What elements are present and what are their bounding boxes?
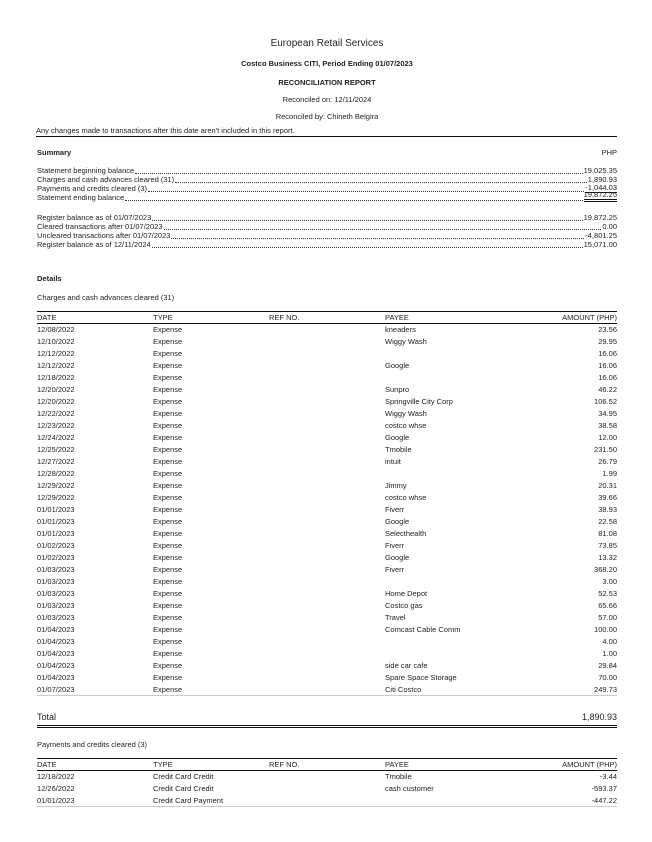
- cell-ref-no: [269, 588, 385, 600]
- cell-payee: [385, 795, 525, 807]
- cell-amount: 13.32: [598, 553, 617, 562]
- cell-date: 12/18/2022: [37, 373, 75, 382]
- cell-ref-no: [269, 564, 385, 576]
- cell-ref-no: [269, 408, 385, 420]
- cell-type: Expense: [153, 684, 269, 696]
- cell-payee: Spare Space Storage: [385, 673, 457, 682]
- reconciled-on: Reconciled on: 12/11/2024: [282, 95, 372, 104]
- cell-payee: cash customer: [385, 784, 434, 793]
- col-header-ref: REF NO.: [269, 312, 385, 324]
- cell-amount: 16.06: [598, 361, 617, 370]
- cell-amount: 39.66: [598, 493, 617, 502]
- cell-ref-no: [269, 684, 385, 696]
- summary-row: [37, 231, 617, 240]
- cell-ref-no: [269, 600, 385, 612]
- cell-type: Expense: [153, 505, 183, 514]
- charges-table: [37, 311, 617, 696]
- cell-date: 12/18/2022: [37, 772, 75, 782]
- cell-type: Expense: [153, 661, 183, 670]
- table-row: [37, 564, 617, 576]
- cell-type: Expense: [153, 637, 183, 646]
- cell-ref-no: [269, 783, 385, 795]
- cell-amount: 1.99: [602, 469, 617, 478]
- cell-ref-no: [269, 432, 385, 444]
- total-label: Total: [37, 711, 57, 722]
- cell-amount: 26.79: [598, 457, 617, 466]
- col-header-date: DATE: [37, 312, 153, 324]
- col-header-amount: AMOUNT (PHP): [525, 759, 617, 771]
- cell-payee: Fiverr: [385, 565, 405, 574]
- cell-ref-no: [269, 480, 385, 492]
- cell-payee: Jimmy: [385, 481, 407, 490]
- cell-type: Expense: [153, 517, 183, 526]
- table-row: [37, 492, 617, 504]
- cell-payee: [385, 372, 525, 384]
- cell-amount: 70.00: [598, 673, 617, 682]
- cell-type: Expense: [153, 325, 183, 335]
- cell-amount: 100.00: [594, 625, 617, 634]
- cell-type: Expense: [153, 553, 183, 562]
- cell-type: Expense: [153, 421, 183, 430]
- cell-date: 12/25/2022: [37, 445, 75, 454]
- table-row: [37, 636, 617, 648]
- cell-date: 01/04/2023: [37, 637, 75, 646]
- cell-amount: 22.58: [598, 517, 617, 526]
- cell-ref-no: [269, 516, 385, 528]
- cell-amount: 34.95: [598, 409, 617, 418]
- cell-type: Expense: [153, 565, 183, 574]
- summary-row: [37, 184, 617, 193]
- payments-table: [37, 758, 617, 807]
- table-row: [37, 624, 617, 636]
- table-row: [37, 504, 617, 516]
- summary-register-group: [37, 213, 617, 249]
- cell-payee: side car cafe: [385, 661, 428, 670]
- table-row: [37, 771, 617, 783]
- leader-dots: [148, 191, 584, 192]
- cell-payee: Wiggy Wash: [385, 409, 427, 418]
- cell-payee: Tmobile: [385, 772, 412, 782]
- table-row: [37, 360, 617, 372]
- charges-section-label: Charges and cash advances cleared (31): [37, 293, 175, 302]
- cell-payee: Selecthealth: [385, 529, 427, 538]
- summary-value: 1,890.93: [587, 175, 617, 184]
- cell-ref-no: [269, 528, 385, 540]
- cell-ref-no: [269, 612, 385, 624]
- cell-payee: [385, 576, 525, 588]
- total-value: 1,890.93: [581, 711, 617, 722]
- col-header-type: TYPE: [153, 312, 269, 324]
- summary-label: Uncleared transactions after 01/07/2023: [37, 231, 171, 240]
- cell-ref-no: [269, 576, 385, 588]
- cell-type: Expense: [153, 445, 183, 454]
- cell-date: 01/03/2023: [37, 613, 75, 622]
- cell-payee: kneaders: [385, 325, 416, 335]
- cell-payee: Travel: [385, 613, 406, 622]
- table-row: [37, 600, 617, 612]
- cell-date: 12/29/2022: [37, 481, 75, 490]
- cell-amount: 38.58: [598, 421, 617, 430]
- table-row: [37, 372, 617, 384]
- cell-ref-no: [269, 636, 385, 648]
- cell-type: Expense: [153, 385, 183, 394]
- table-row: [37, 408, 617, 420]
- col-header-ref: REF NO.: [269, 759, 385, 771]
- cell-type: Expense: [153, 409, 183, 418]
- summary-row: [37, 175, 617, 184]
- cell-date: 01/03/2023: [37, 589, 75, 598]
- summary-row: [37, 166, 617, 175]
- cell-amount: 106.52: [594, 397, 617, 406]
- table-row: [37, 348, 617, 360]
- cell-amount: 73.85: [598, 541, 617, 550]
- cell-date: 01/04/2023: [37, 673, 75, 682]
- cell-date: 12/26/2022: [37, 784, 75, 793]
- cell-type: Expense: [153, 457, 183, 466]
- cell-ref-no: [269, 672, 385, 684]
- report-title: RECONCILIATION REPORT: [278, 78, 376, 87]
- cell-amount: 20.31: [598, 481, 617, 490]
- table-row: [37, 516, 617, 528]
- summary-label: Statement ending balance: [37, 193, 125, 202]
- table-row: [37, 783, 617, 795]
- summary-label: Register balance as of 12/11/2024: [37, 240, 151, 249]
- table-row: [37, 336, 617, 348]
- cell-amount: 16.06: [598, 373, 617, 382]
- table-row: [37, 576, 617, 588]
- cell-ref-no: [269, 504, 385, 516]
- cell-type: Expense: [153, 373, 183, 382]
- cell-ref-no: [269, 456, 385, 468]
- cell-date: 12/10/2022: [37, 337, 75, 346]
- cell-amount: 1.00: [602, 649, 617, 658]
- cell-ref-no: [269, 771, 385, 783]
- cell-ref-no: [269, 624, 385, 636]
- cell-date: 01/01/2023: [37, 517, 75, 526]
- table-row: [37, 468, 617, 480]
- cell-amount: 29.84: [598, 661, 617, 670]
- cell-ref-no: [269, 360, 385, 372]
- cell-type: Expense: [153, 577, 183, 586]
- cell-payee: intuit: [385, 457, 401, 466]
- cell-type: Expense: [153, 481, 183, 490]
- cell-amount: 3.00: [602, 577, 617, 586]
- cell-date: 01/02/2023: [37, 553, 75, 562]
- summary-currency: PHP: [601, 148, 617, 157]
- table-row: [37, 684, 617, 696]
- summary-label: Cleared transactions after 01/07/2023: [37, 222, 163, 231]
- table-row: [37, 672, 617, 684]
- cell-payee: [385, 468, 525, 480]
- leader-dots: [152, 220, 582, 221]
- table-row: [37, 432, 617, 444]
- summary-row: [37, 240, 617, 249]
- cell-payee: Google: [385, 517, 410, 526]
- cell-date: 01/07/2023: [37, 684, 153, 696]
- summary-value: 0.00: [602, 222, 617, 231]
- summary-label: Statement beginning balance: [37, 166, 135, 175]
- cell-date: 12/12/2022: [37, 361, 75, 370]
- cell-payee: [385, 348, 525, 360]
- col-header-payee: PAYEE: [385, 759, 525, 771]
- cell-date: 01/03/2023: [37, 601, 75, 610]
- leader-dots: [125, 200, 582, 201]
- cell-date: 12/28/2022: [37, 469, 75, 478]
- cell-ref-no: [269, 372, 385, 384]
- table-row: [37, 552, 617, 564]
- table-row: [37, 795, 617, 807]
- cell-ref-no: [269, 384, 385, 396]
- cell-amount: 52.53: [598, 589, 617, 598]
- cell-type: Expense: [153, 589, 183, 598]
- summary-value: 19,872.25: [583, 213, 617, 222]
- table-row: [37, 660, 617, 672]
- cell-date: 12/20/2022: [37, 397, 75, 406]
- cell-payee: [385, 648, 525, 660]
- cell-date: 12/20/2022: [37, 385, 75, 394]
- cell-date: 12/29/2022: [37, 493, 75, 502]
- summary-value: 19,025.35: [583, 166, 617, 175]
- cell-amount: 16.06: [598, 349, 617, 358]
- leader-dots: [164, 229, 602, 230]
- cell-date: 01/04/2023: [37, 649, 75, 658]
- charges-total-row: [37, 708, 617, 728]
- table-header-row: [37, 312, 617, 324]
- cell-date: 12/12/2022: [37, 349, 75, 358]
- payments-section-label: Payments and credits cleared (3): [37, 740, 148, 749]
- cell-ref-no: [269, 660, 385, 672]
- table-row: [37, 588, 617, 600]
- cell-payee: costco whse: [385, 493, 427, 502]
- cell-date: 01/04/2023: [37, 661, 75, 670]
- cell-amount: 12.00: [598, 433, 617, 442]
- summary-label: Payments and credits cleared (3): [37, 184, 148, 193]
- summary-row: [37, 190, 617, 202]
- cell-payee: costco whse: [385, 421, 427, 430]
- summary-value: -1,044.03: [585, 183, 617, 192]
- table-row: [37, 540, 617, 552]
- cell-ref-no: [269, 420, 385, 432]
- cell-ref-no: [269, 348, 385, 360]
- table-row: [37, 324, 617, 336]
- cell-payee: Springville City Corp: [385, 397, 453, 406]
- reconciled-by: Reconciled by: Chineth Belgira: [275, 112, 379, 121]
- cell-date: 01/01/2023: [37, 795, 153, 807]
- cell-payee: Costco gas: [385, 601, 423, 610]
- summary-value: 19,872.25: [584, 190, 617, 202]
- summary-value: -4,801.25: [585, 231, 617, 240]
- cell-amount: 46.22: [598, 385, 617, 394]
- cell-amount: 57.00: [598, 613, 617, 622]
- col-header-date: DATE: [37, 759, 153, 771]
- cell-type: Expense: [153, 493, 183, 502]
- summary-label: Register balance as of 01/07/2023: [37, 213, 152, 222]
- leader-dots: [171, 238, 584, 239]
- cell-payee: [385, 636, 525, 648]
- table-row: [37, 456, 617, 468]
- cell-payee: Tmobile: [385, 445, 412, 454]
- cell-type: Credit Card Credit: [153, 784, 214, 793]
- cell-date: 12/27/2022: [37, 457, 75, 466]
- cell-type: Expense: [153, 541, 183, 550]
- cell-date: 12/24/2022: [37, 433, 75, 442]
- col-header-payee: PAYEE: [385, 312, 525, 324]
- table-row: [37, 528, 617, 540]
- cell-type: Expense: [153, 397, 183, 406]
- cell-payee: Wiggy Wash: [385, 337, 427, 346]
- cell-amount: -3.44: [599, 772, 617, 782]
- cell-payee: Sunpro: [385, 385, 410, 394]
- cell-date: 01/01/2023: [37, 529, 75, 538]
- cell-date: 01/02/2023: [37, 541, 75, 550]
- cell-ref-no: [269, 468, 385, 480]
- cell-amount: 29.95: [598, 337, 617, 346]
- cell-amount: 4.00: [602, 637, 617, 646]
- cell-ref-no: [269, 540, 385, 552]
- cell-amount: 249.73: [525, 684, 617, 696]
- cell-payee: Home Depot: [385, 589, 428, 598]
- cell-type: Expense: [153, 349, 183, 358]
- cell-amount: 65.66: [598, 601, 617, 610]
- col-header-amount: AMOUNT (PHP): [525, 312, 617, 324]
- cell-payee: Google: [385, 553, 410, 562]
- table-header-row: [37, 759, 617, 771]
- cell-type: Credit Card Payment: [153, 795, 269, 807]
- charges-table-body: [37, 324, 617, 696]
- table-row: [37, 612, 617, 624]
- cell-date: 12/23/2022: [37, 421, 75, 430]
- cell-ref-no: [269, 552, 385, 564]
- table-row: [37, 444, 617, 456]
- cell-amount: 38.93: [598, 505, 617, 514]
- cell-ref-no: [269, 324, 385, 336]
- summary-label: Charges and cash advances cleared (31): [37, 175, 175, 184]
- cell-payee: Google: [385, 433, 410, 442]
- company-name: European Retail Services: [270, 38, 384, 49]
- cell-ref-no: [269, 492, 385, 504]
- summary-row: [37, 222, 617, 231]
- cell-date: 01/03/2023: [37, 577, 75, 586]
- cell-amount: 81.08: [598, 529, 617, 538]
- leader-dots: [152, 247, 583, 248]
- cell-type: Expense: [153, 613, 183, 622]
- summary-row: [37, 213, 617, 222]
- leader-dots: [175, 182, 587, 183]
- cell-payee: Fiverr: [385, 505, 405, 514]
- cell-amount: 231.50: [594, 445, 617, 454]
- cell-payee: Google: [385, 361, 410, 370]
- cell-date: 01/01/2023: [37, 505, 75, 514]
- leader-dots: [135, 173, 582, 174]
- cell-payee: Citi Costco: [385, 684, 525, 696]
- cell-type: Expense: [153, 361, 183, 370]
- table-row: [37, 420, 617, 432]
- cell-date: 12/22/2022: [37, 409, 75, 418]
- cell-amount: -593.37: [591, 784, 617, 793]
- cell-ref-no: [269, 648, 385, 660]
- cell-payee: Comcast Cable Comm: [385, 625, 461, 634]
- table-row: [37, 480, 617, 492]
- details-title: Details: [37, 274, 62, 283]
- cell-type: Expense: [153, 673, 183, 682]
- cell-amount: -447.22: [525, 795, 617, 807]
- cell-date: 01/03/2023: [37, 565, 75, 574]
- cell-amount: 23.56: [598, 325, 617, 335]
- cell-ref-no: [269, 795, 385, 807]
- table-row: [37, 396, 617, 408]
- cell-type: Expense: [153, 433, 183, 442]
- cell-type: Expense: [153, 529, 183, 538]
- table-row: [37, 384, 617, 396]
- changes-notice: Any changes made to transactions after this date aren't included in this report.: [36, 126, 617, 137]
- summary-statement-group: [37, 166, 617, 202]
- summary-value: 15,071.00: [583, 240, 617, 249]
- summary-title: Summary: [37, 148, 72, 157]
- cell-type: Expense: [153, 337, 183, 346]
- cell-ref-no: [269, 336, 385, 348]
- table-row: [37, 648, 617, 660]
- cell-type: Expense: [153, 469, 183, 478]
- cell-type: Expense: [153, 649, 183, 658]
- report-subtitle: Costco Business CITI, Period Ending 01/07/2023: [241, 59, 413, 68]
- cell-date: 01/04/2023: [37, 625, 75, 634]
- cell-type: Expense: [153, 625, 183, 634]
- col-header-type: TYPE: [153, 759, 269, 771]
- payments-table-body: [37, 771, 617, 807]
- cell-type: Credit Card Credit: [153, 772, 214, 782]
- cell-date: 12/08/2022: [37, 325, 75, 335]
- cell-amount: 368.20: [594, 565, 617, 574]
- cell-ref-no: [269, 396, 385, 408]
- cell-type: Expense: [153, 601, 183, 610]
- cell-ref-no: [269, 444, 385, 456]
- cell-payee: Fiverr: [385, 541, 405, 550]
